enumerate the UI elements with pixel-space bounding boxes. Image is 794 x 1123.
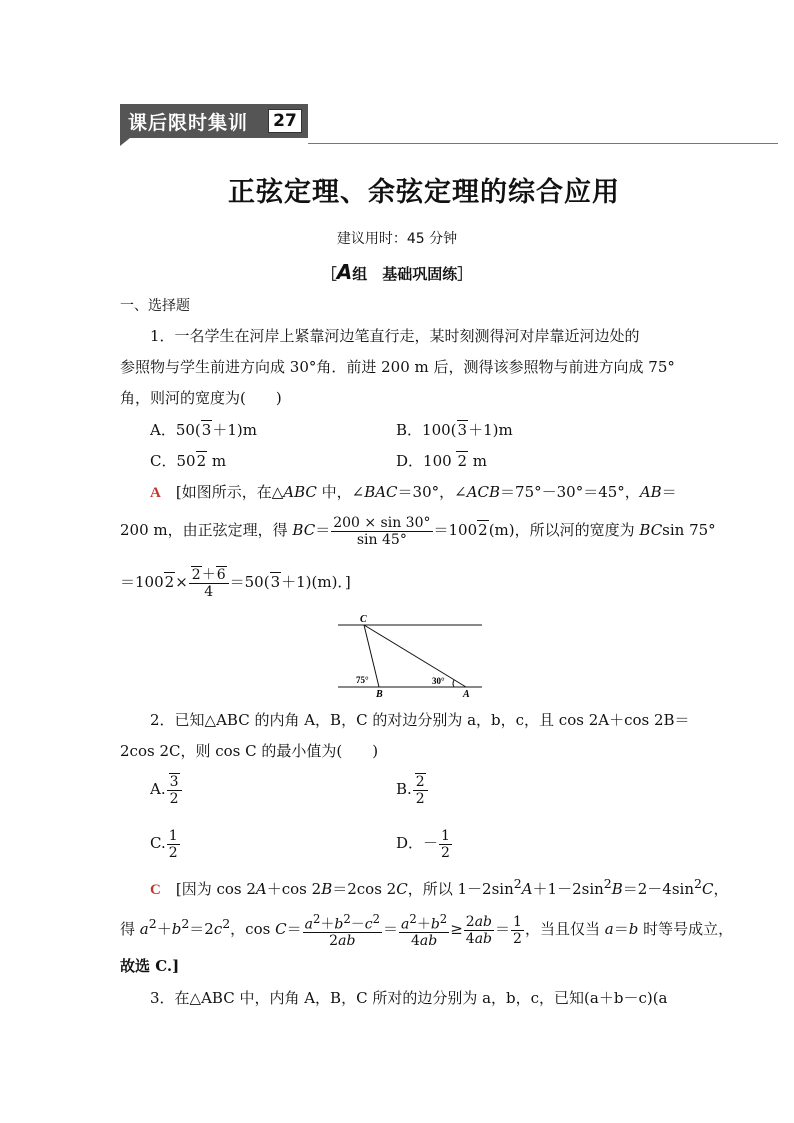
q2-line2: 2cos 2C，则 cos C 的最小值为( ) <box>120 742 379 760</box>
q1-solution-line1: A [如图所示，在△ABC 中，∠BAC＝30°，∠ACB＝75°－30°＝45°，AB＝ <box>150 483 677 501</box>
group-bracket-close: ］ <box>457 265 473 283</box>
q2-option-b: B. $\frac{2}{2}$ <box>396 768 646 810</box>
q1-option-c: C．502 m <box>150 452 227 470</box>
q2-solution-line1: C [因为 cos 2A＋cos 2B＝2cos 2C，所以 $1-2\sin^2A+1-2\sin^2B=2-4\sin^2C$， <box>150 876 729 898</box>
group-bracket-open: ［ <box>321 265 337 283</box>
q1-line1: 1．一名学生在河岸上紧靠河边笔直行走，某时刻测得河对岸靠近河边处的 <box>150 327 640 345</box>
diagram-side-ca <box>364 625 466 687</box>
group-letter: A <box>336 260 353 284</box>
q1-option-a: A．50(3＋1)m <box>150 421 257 439</box>
q1-diagram <box>336 612 486 698</box>
q2-answer: C <box>150 882 161 898</box>
q1-option-b-label: B． <box>396 421 423 439</box>
diagram-angle-75: 75° <box>356 675 369 685</box>
q1-option-b: B．100(3＋1)m <box>396 421 513 439</box>
q2-solution-line2: 得 $a^2+b^2=2c^2$，cos C＝ $\frac{a^2+b^2-c^2}{2ab}$ ＝ $\frac{a^2+b^2}{4ab}$ ≥ $\frac{2ab}{4ab}$ ＝ $\frac{1}{2}$ ，当且仅当 a＝b 时等号成立， <box>120 911 734 950</box>
q1-solution-line3: ＝1002× $\frac{2+6}{4}$ ＝50(3＋1)(m)．] <box>120 566 351 600</box>
group-heading <box>0 260 794 284</box>
q1-answer: A <box>150 485 161 501</box>
header-tag-label: 课后限时集训 <box>128 112 249 134</box>
q2-option-c: C. $\frac{1}{2}$ <box>150 827 178 861</box>
q1-option-a-label: A． <box>150 421 176 439</box>
group-label: 组 基础巩固练 <box>352 265 458 283</box>
q1-option-d: D．100 2 m <box>396 452 487 470</box>
q3-line1: 3．在△ABC 中，内角 A，B，C 所对的边分别为 a，b，c，已知(a＋b－c)(a <box>150 989 668 1007</box>
diagram-label-a: A <box>463 689 470 698</box>
q2-line1: 2．已知△ABC 的内角 A，B，C 的对边分别为 a，b，c，且 cos 2A＋cos 2B＝ <box>150 711 690 729</box>
page-title: 正弦定理、余弦定理的综合应用 <box>228 177 620 208</box>
q2-solution-line3: 故选 C.] <box>120 957 180 975</box>
q1-option-d-label: D． <box>396 452 424 470</box>
diagram-label-b: B <box>376 689 383 698</box>
header-tag-fold <box>120 138 130 146</box>
section-heading: 一、选择题 <box>120 298 190 314</box>
diagram-label-c: C <box>360 614 367 625</box>
q1-option-c-label: C． <box>150 452 177 470</box>
q2-option-d: D．－ $\frac{1}{2}$ <box>396 827 450 861</box>
header-rule <box>308 143 778 144</box>
header-tag <box>120 104 308 138</box>
q1-line2: 参照物与学生前进方向成 30°角．前进 200 m 后，测得该参照物与前进方向成 75° <box>120 358 675 376</box>
suggested-time: 建议用时：45 分钟 <box>336 231 458 247</box>
q1-line3: 角，则河的宽度为( ) <box>120 389 282 407</box>
q1-solution-line2: 200 m，由正弦定理，得 BC＝ $\frac{200 \times \sin 30^\circ}{\sin 45^\circ}$ ＝1002(m)，所以河的宽度为 BCsin 75° <box>120 514 716 548</box>
header-tag-number: 27 <box>268 109 302 133</box>
q2-option-a: A. $\frac{3}{2}$ <box>150 768 705 810</box>
diagram-angle-30: 30° <box>432 676 445 686</box>
diagram-angle-arc-a <box>453 680 454 687</box>
